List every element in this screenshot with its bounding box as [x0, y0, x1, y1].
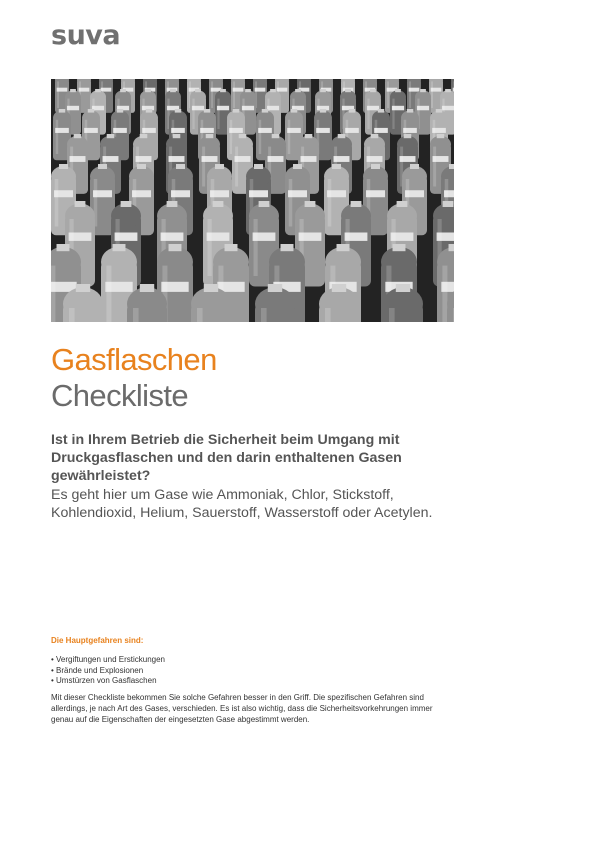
list-item: • Brände und Explosionen: [51, 666, 451, 677]
hazards-title: Die Hauptgefahren sind:: [51, 636, 144, 645]
intro-lead: Ist in Ihrem Betrieb die Sicherheit beim Umgang mit Druckgasflaschen und den darin enthaltenen Gasen gewährleistet?: [51, 432, 402, 485]
hazards-list: [51, 655, 451, 687]
photo-illustration: [51, 79, 454, 322]
title-line-2: Checkliste: [51, 378, 188, 413]
suva-logo: suva: [51, 20, 121, 51]
list-item: • Umstürzen von Gasflaschen: [51, 676, 451, 687]
title-line-1: Gasflaschen: [51, 342, 217, 377]
page-title: [51, 342, 217, 414]
list-item: • Vergiftungen und Erstickungen: [51, 655, 451, 666]
intro-text: [51, 431, 471, 522]
intro-body: Es geht hier um Gase wie Ammoniak, Chlor, Stickstoff, Kohlendioxid, Helium, Sauerstoff, Wasserstoff oder Acetylen.: [51, 486, 433, 521]
gas-cylinders-photo: [51, 79, 454, 322]
hazards-section: [51, 636, 451, 726]
hazards-paragraph: Mit dieser Checkliste bekommen Sie solche Gefahren besser in den Griff. Die spezifischen Gefahren sind allerdings, je nach Art des Gases, verschieden. Es ist also wichtig, dass die Sicherheitsvorkehrungen immer genau auf die Eigenschaften der eingesetzten Gase abgestimmt werden.: [51, 693, 433, 724]
